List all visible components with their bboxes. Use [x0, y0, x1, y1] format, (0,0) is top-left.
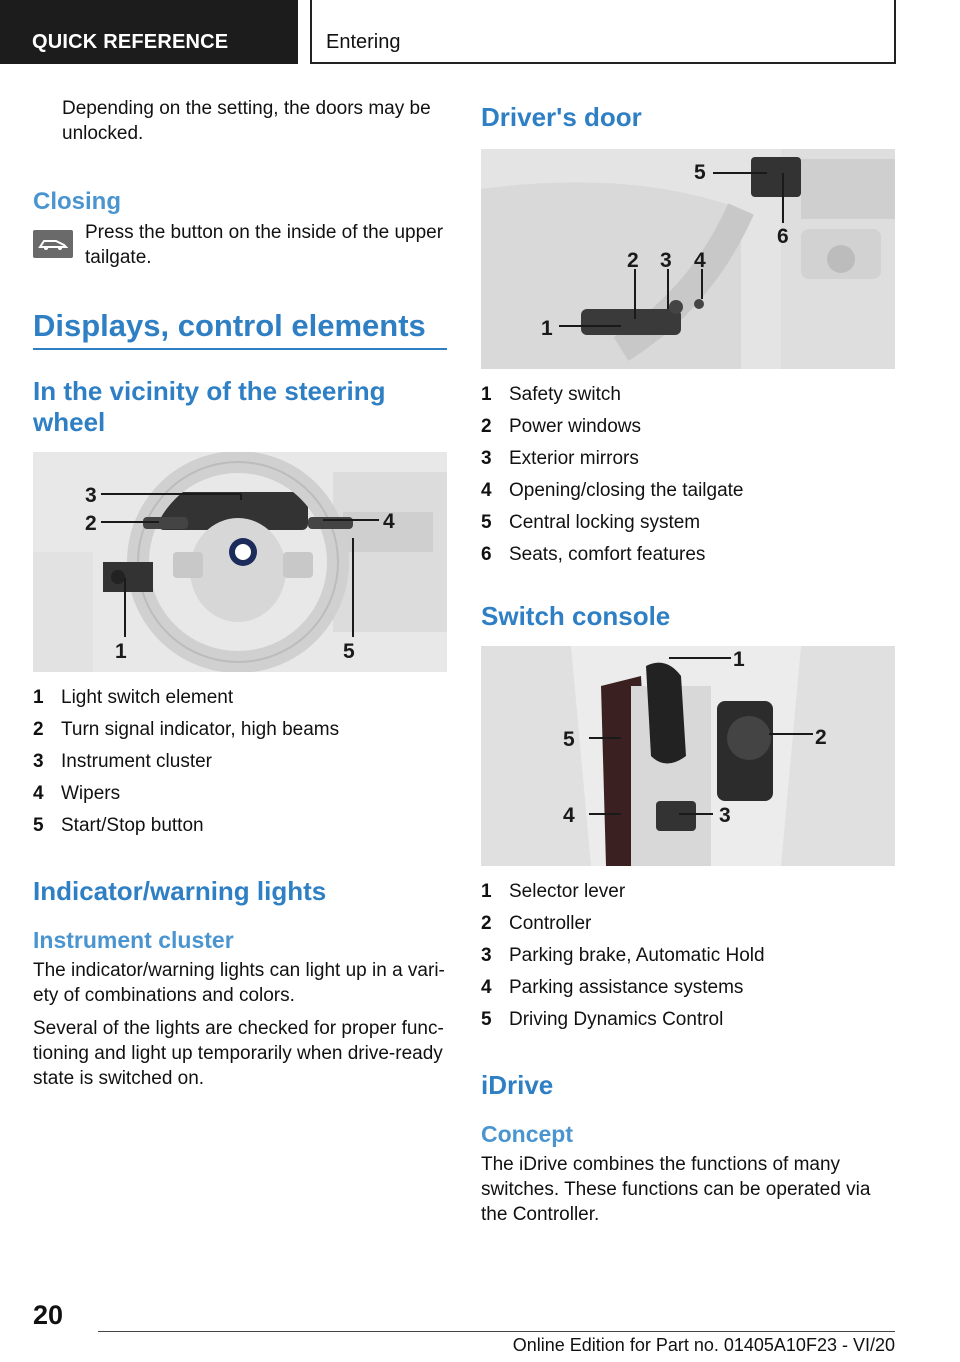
list-item [481, 908, 895, 940]
list-item [481, 539, 895, 571]
steering-callout-2: 2 [85, 512, 97, 535]
closing-heading: Closing [33, 188, 121, 215]
door-callout-5: 5 [694, 161, 706, 184]
steering-callout-5: 5 [343, 640, 355, 663]
legend-label: Selector lever [509, 881, 626, 902]
console-callouts [481, 646, 895, 866]
list-item [481, 1004, 895, 1036]
legend-label: Wipers [61, 783, 121, 804]
footer-edition: Online Edition for Part no. 01405A10F23 - VI/20 [512, 1335, 895, 1355]
console-callout-4: 4 [563, 804, 575, 827]
list-item [481, 475, 895, 507]
door-callout-2: 2 [627, 249, 639, 272]
legend-number: 3 [481, 448, 492, 469]
legend-number: 5 [33, 815, 44, 836]
legend-label: Opening/closing the tailgate [509, 480, 744, 501]
list-item [481, 876, 895, 908]
switch-console-heading: Switch console [481, 601, 671, 631]
door-legend [481, 379, 895, 571]
list-item [481, 443, 895, 475]
steering-legend [33, 682, 447, 842]
list-item [481, 507, 895, 539]
legend-label: Power windows [509, 416, 641, 437]
door-callout-4: 4 [694, 249, 706, 272]
list-item [33, 810, 447, 842]
console-callout-3: 3 [719, 804, 731, 827]
legend-label: Seats, comfort features [509, 544, 706, 565]
list-item [33, 682, 447, 714]
legend-number: 2 [481, 913, 492, 934]
legend-number: 1 [481, 384, 492, 405]
steering-wheel-figure [33, 452, 447, 672]
legend-number: 4 [33, 783, 44, 804]
instrument-paragraph-1: The indicator/warning lights can light up in a vari-ety of combinations and colors. [33, 960, 445, 1006]
indicator-heading: Indicator/warning lights [33, 876, 327, 906]
intro-text: Depending on the setting, the doors may be unlocked. [62, 98, 431, 144]
list-item [481, 379, 895, 411]
legend-label: Safety switch [509, 384, 621, 405]
switch-console-figure [481, 646, 895, 866]
door-callouts [481, 149, 895, 369]
steering-heading: In the vicinity of the steering wheel [33, 376, 386, 437]
idrive-heading: iDrive [481, 1070, 554, 1100]
right-column [481, 96, 895, 1227]
legend-number: 6 [481, 544, 492, 565]
legend-number: 2 [481, 416, 492, 437]
console-callout-5: 5 [563, 728, 575, 751]
legend-number: 1 [33, 687, 44, 708]
left-column [33, 96, 447, 1091]
chapter-tab: Entering [310, 0, 896, 64]
drivers-door-figure [481, 149, 895, 369]
steering-callout-4: 4 [383, 510, 395, 533]
legend-number: 1 [481, 881, 492, 902]
section-tab: QUICK REFERENCE [0, 0, 298, 64]
concept-text: The iDrive combines the functions of many switches. These functions can be operated via the Controller. [481, 1154, 871, 1225]
list-item [33, 714, 447, 746]
legend-label: Parking assistance systems [509, 977, 744, 998]
car-tailgate-icon [33, 230, 73, 258]
legend-label: Light switch element [61, 687, 234, 708]
legend-number: 3 [33, 751, 44, 772]
legend-number: 2 [33, 719, 44, 740]
legend-label: Instrument cluster [61, 751, 212, 772]
legend-label: Exterior mirrors [509, 448, 639, 469]
door-callout-3: 3 [660, 249, 672, 272]
door-callout-6: 6 [777, 225, 789, 248]
page-title: Displays, control elements [33, 308, 426, 343]
closing-row [33, 220, 447, 270]
legend-number: 3 [481, 945, 492, 966]
legend-label: Start/Stop button [61, 815, 204, 836]
displays-heading-block [33, 308, 447, 350]
console-callout-1: 1 [733, 648, 745, 671]
footer-divider [98, 1331, 895, 1332]
legend-label: Turn signal indicator, high beams [61, 719, 340, 740]
legend-label: Controller [509, 913, 592, 934]
list-item [481, 972, 895, 1004]
console-callout-2: 2 [815, 726, 827, 749]
drivers-door-heading: Driver's door [481, 102, 642, 132]
steering-callout-1: 1 [115, 640, 127, 663]
instrument-paragraph-2: Several of the lights are checked for proper func-tioning and light up temporarily when drive-ready state is switched on. [33, 1018, 444, 1089]
steering-callout-3: 3 [85, 484, 97, 507]
legend-number: 4 [481, 480, 492, 501]
legend-label: Parking brake, Automatic Hold [509, 945, 765, 966]
legend-number: 5 [481, 512, 492, 533]
steering-callouts [33, 452, 447, 672]
closing-text: Press the button on the inside of the upper tailgate. [85, 222, 444, 268]
instrument-cluster-heading: Instrument cluster [33, 927, 234, 953]
concept-heading: Concept [481, 1121, 573, 1147]
legend-number: 4 [481, 977, 492, 998]
legend-label: Driving Dynamics Control [509, 1009, 724, 1030]
legend-number: 5 [481, 1009, 492, 1030]
legend-label: Central locking system [509, 512, 701, 533]
page-number: 20 [33, 1300, 64, 1330]
list-item [33, 746, 447, 778]
list-item [481, 940, 895, 972]
list-item [33, 778, 447, 810]
console-legend [481, 876, 895, 1036]
door-callout-1: 1 [541, 317, 553, 340]
list-item [481, 411, 895, 443]
